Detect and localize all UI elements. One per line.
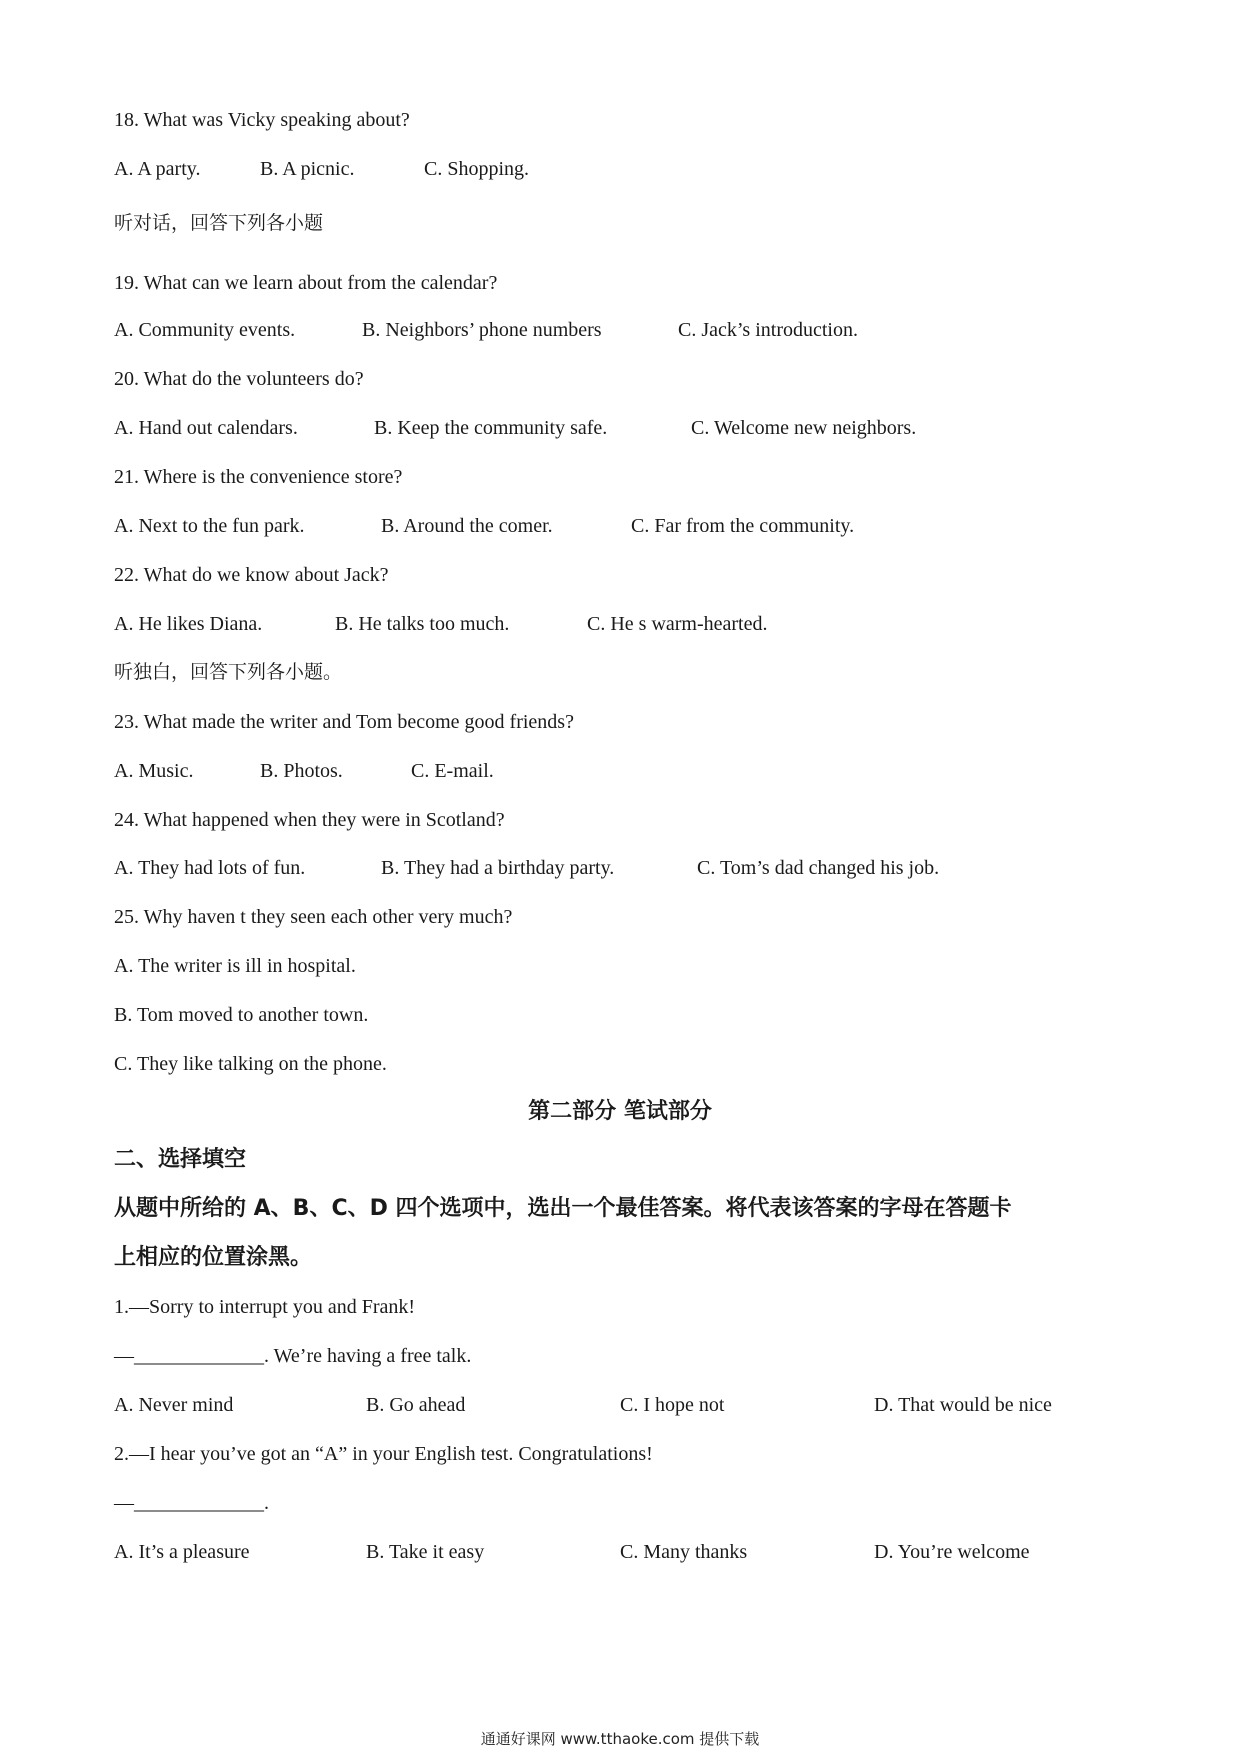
question-20: 20. What do the volunteers do?: [114, 368, 364, 390]
dialogue-instruction: 听对话，回答下列各小题: [114, 212, 324, 234]
section-title: 二、选择填空: [114, 1147, 247, 1172]
q24-option-b: B. They had a birthday party.: [381, 857, 615, 879]
question-23: 23. What made the writer and Tom become good friends?: [114, 711, 574, 733]
written-question-1-response: —_____________. We’re having a free talk.: [114, 1345, 472, 1367]
q20-option-a: A. Hand out calendars.: [114, 417, 298, 439]
q20-option-b: B. Keep the community safe.: [374, 417, 608, 439]
question-25: 25. Why haven t they seen each other very much?: [114, 906, 513, 928]
q18-option-b: B. A picnic.: [260, 158, 355, 180]
instruction-line-2: 上相应的位置涂黑。: [114, 1245, 313, 1270]
q20-option-c: C. Welcome new neighbors.: [691, 417, 917, 439]
written-question-2-response: —_____________.: [114, 1492, 269, 1514]
q2-option-d: D. You’re welcome: [874, 1541, 1030, 1563]
q25-option-a: A. The writer is ill in hospital.: [114, 955, 356, 977]
q24-option-a: A. They had lots of fun.: [114, 857, 306, 879]
question-22: 22. What do we know about Jack?: [114, 564, 389, 586]
q22-option-b: B. He talks too much.: [335, 613, 510, 635]
part-title: 第二部分 笔试部分: [528, 1099, 712, 1124]
written-question-2-prompt: 2.—I hear you’ve got an “A” in your English test. Congratulations!: [114, 1443, 653, 1465]
q1-option-a: A. Never mind: [114, 1394, 234, 1416]
q25-option-c: C. They like talking on the phone.: [114, 1053, 387, 1075]
q2-option-c: C. Many thanks: [620, 1541, 748, 1563]
q19-option-c: C. Jack’s introduction.: [678, 319, 858, 341]
q22-option-c: C. He s warm-hearted.: [587, 613, 768, 635]
question-18: 18. What was Vicky speaking about?: [114, 109, 410, 131]
q19-option-b: B. Neighbors’ phone numbers: [362, 319, 602, 341]
q22-option-a: A. He likes Diana.: [114, 613, 263, 635]
page-footer: 通通好课网 www.tthaoke.com 提供下载: [480, 1730, 760, 1748]
q2-option-a: A. It’s a pleasure: [114, 1541, 250, 1563]
q18-option-a: A. A party.: [114, 158, 201, 180]
q21-option-a: A. Next to the fun park.: [114, 515, 305, 537]
question-21: 21. Where is the convenience store?: [114, 466, 403, 488]
q19-option-a: A. Community events.: [114, 319, 296, 341]
instruction-line-1: 从题中所给的 A、B、C、D 四个选项中，选出一个最佳答案。将代表该答案的字母在答题卡: [114, 1196, 1012, 1221]
q23-option-a: A. Music.: [114, 760, 194, 782]
q2-option-b: B. Take it easy: [366, 1541, 485, 1563]
q1-option-b: B. Go ahead: [366, 1394, 466, 1416]
q25-option-b: B. Tom moved to another town.: [114, 1004, 369, 1026]
question-24: 24. What happened when they were in Scotland?: [114, 809, 505, 831]
q24-option-c: C. Tom’s dad changed his job.: [697, 857, 940, 879]
q21-option-c: C. Far from the community.: [631, 515, 855, 537]
q23-option-b: B. Photos.: [260, 760, 343, 782]
monologue-instruction: 听独白，回答下列各小题。: [114, 661, 343, 683]
q18-option-c: C. Shopping.: [424, 158, 530, 180]
written-question-1-prompt: 1.—Sorry to interrupt you and Frank!: [114, 1296, 416, 1318]
question-19: 19. What can we learn about from the calendar?: [114, 272, 498, 294]
q1-option-d: D. That would be nice: [874, 1394, 1052, 1416]
q21-option-b: B. Around the comer.: [381, 515, 553, 537]
q1-option-c: C. I hope not: [620, 1394, 725, 1416]
q23-option-c: C. E-mail.: [411, 760, 494, 782]
